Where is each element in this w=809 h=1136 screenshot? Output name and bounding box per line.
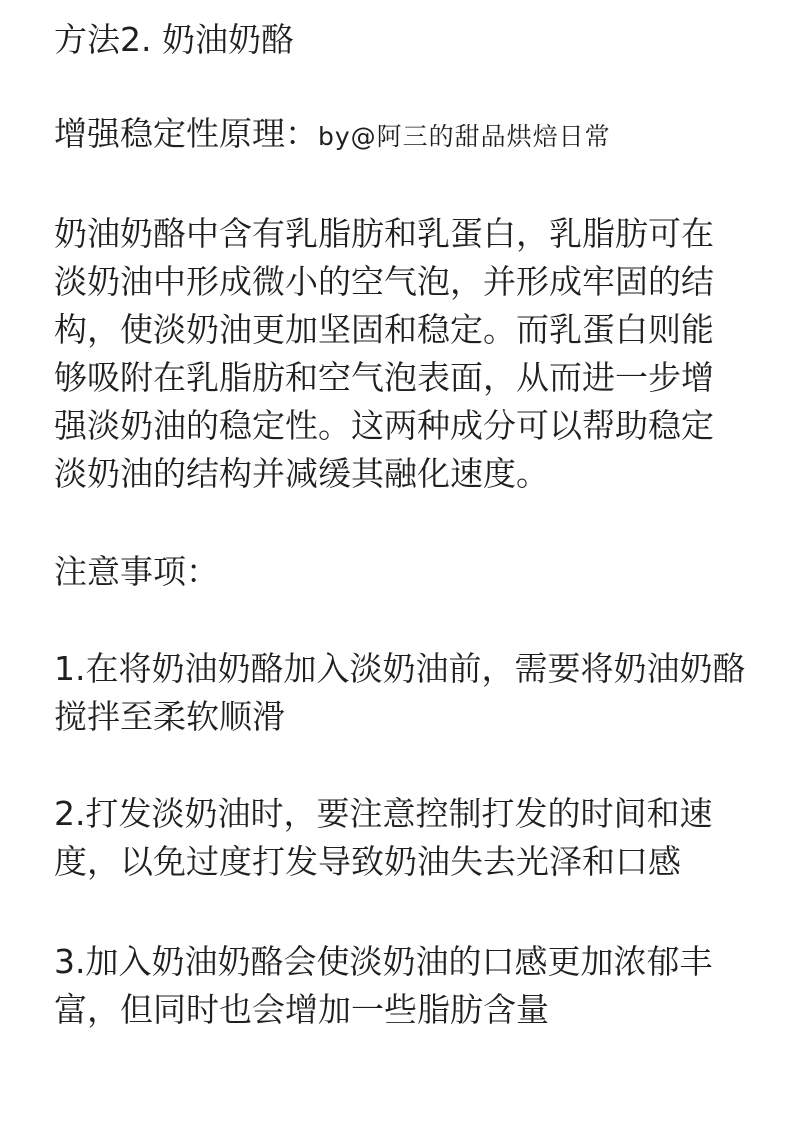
body-line: 够吸附在乳脂肪和空气泡表面，从而进一步增 xyxy=(54,358,714,397)
section-title: 方法2. 奶油奶酪 xyxy=(54,20,294,59)
body-line: 构，使淡奶油更加坚固和稳定。而乳蛋白则能 xyxy=(54,310,714,349)
author-credit: by@阿三的甜品烘焙日常 xyxy=(318,122,611,151)
body-line: 淡奶油中形成微小的空气泡，并形成牢固的结 xyxy=(54,262,714,301)
note-line: 3.加入奶油奶酪会使淡奶油的口感更加浓郁丰 xyxy=(54,942,713,981)
note-line: 富，但同时也会增加一些脂肪含量 xyxy=(54,990,549,1029)
principle-label: 增强稳定性原理： xyxy=(54,114,318,153)
note-line: 搅拌至柔软顺滑 xyxy=(54,697,285,736)
body-line: 强淡奶油的稳定性。这两种成分可以帮助稳定 xyxy=(54,406,714,445)
note-line: 2.打发淡奶油时，要注意控制打发的时间和速 xyxy=(54,794,713,833)
body-line: 淡奶油的结构并减缓其融化速度。 xyxy=(54,454,549,493)
body-line: 奶油奶酪中含有乳脂肪和乳蛋白，乳脂肪可在 xyxy=(54,214,714,253)
notes-heading: 注意事项： xyxy=(54,552,219,591)
note-line: 1.在将奶油奶酪加入淡奶油前，需要将奶油奶酪 xyxy=(54,649,746,688)
note-line: 度，以免过度打发导致奶油失去光泽和口感 xyxy=(54,842,681,881)
principle-line xyxy=(54,110,611,161)
